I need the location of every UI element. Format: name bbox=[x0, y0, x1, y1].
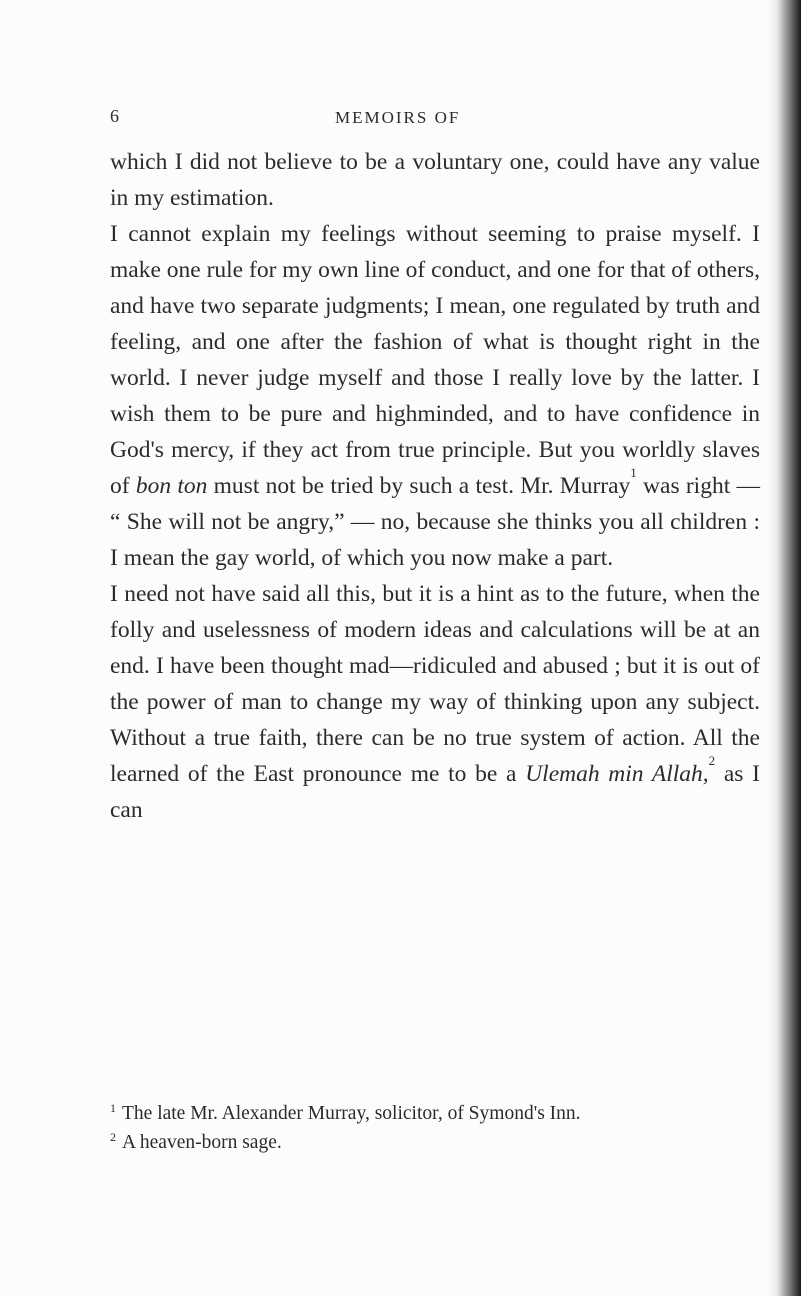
page-edge-shadow bbox=[767, 0, 801, 1296]
footnote-ref-2: 2 bbox=[708, 753, 716, 769]
paragraph-3 bbox=[110, 576, 760, 828]
footnote-ref-1: 1 bbox=[630, 465, 637, 481]
footnote-2-marker: 2 bbox=[110, 1130, 116, 1144]
footnote-1-marker: 1 bbox=[110, 1101, 116, 1115]
running-head: MEMOIRS OF bbox=[335, 108, 461, 127]
body-text bbox=[110, 144, 760, 828]
paragraph-1-text: which I did not believe to be a voluntary one, could have any value in my estimation. bbox=[110, 149, 760, 211]
italic-ulemah: Ulemah min Allah, bbox=[525, 761, 709, 787]
paragraph-2-text-end: was right — “ She will not be angry,” — no, because she thinks you all children : I mean the gay world, of which you now make a part. bbox=[110, 473, 760, 571]
page-header bbox=[110, 106, 710, 130]
paragraph-3-text-end: as I can bbox=[110, 761, 761, 823]
paragraph-2-text-after-italic: must not be tried by such a test. Mr. Murray bbox=[207, 473, 631, 499]
footnotes bbox=[110, 1100, 760, 1158]
footnote-2-text: A heaven-born sage. bbox=[122, 1132, 282, 1153]
italic-bon-ton: bon ton bbox=[135, 473, 208, 499]
paragraph-2 bbox=[110, 216, 760, 576]
footnote-2 bbox=[110, 1129, 760, 1158]
paragraph-1 bbox=[110, 144, 760, 216]
footnote-1-text: The late Mr. Alexander Murray, solicitor, of Symond's Inn. bbox=[122, 1103, 581, 1124]
footnote-1 bbox=[110, 1100, 760, 1129]
paragraph-2-text: I cannot explain my feelings without seeming to praise myself. I make one rule for my own line of conduct, and one for that of others, and have two separate judgments; I mean, one regulated by truth and feeling, and one after the fashion of what is thought right in the world. I never judge myself and those I really love by the latter. I wish them to be pure and highminded, and to have confidence in God's mercy, if they act from true principle. But you worldly slaves of bbox=[110, 221, 760, 499]
page-number: 6 bbox=[110, 106, 120, 126]
paragraph-3-text: I need not have said all this, but it is a hint as to the future, when the folly and uselessness of modern ideas and calculations will be at an end. I have been thought mad—ridiculed and abused ; but it is out of the power of man to change my way of thinking upon any subject. Without a true faith, there can be no true system of action. All the learned of the East pronounce me to be a bbox=[110, 581, 760, 787]
